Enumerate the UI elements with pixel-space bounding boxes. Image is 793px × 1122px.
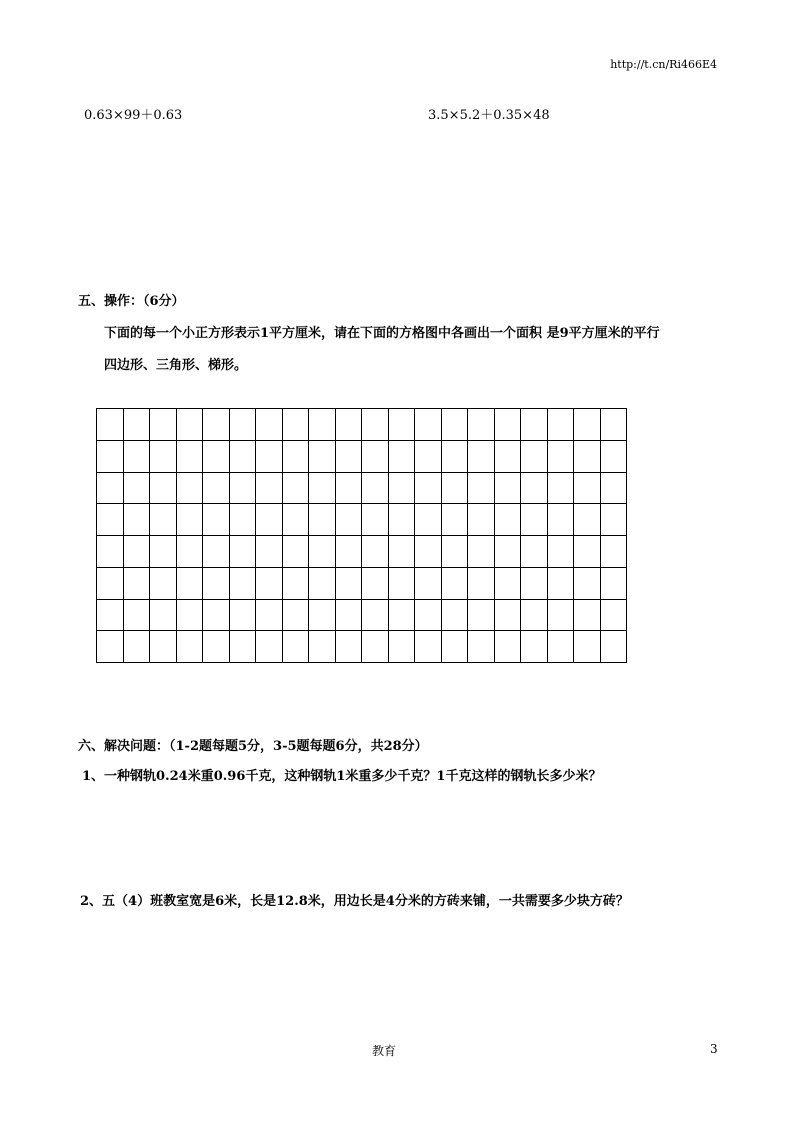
grid-cell (600, 409, 627, 441)
grid-cell (521, 567, 548, 599)
grid-cell (123, 631, 150, 663)
grid-cell (388, 409, 415, 441)
grid-cell (362, 536, 389, 568)
grid-cell (229, 567, 256, 599)
grid-cell (309, 536, 336, 568)
grid-row (97, 599, 627, 631)
grid-cell (282, 409, 309, 441)
grid-cell (468, 536, 495, 568)
grid-row (97, 536, 627, 568)
grid-cell (415, 440, 442, 472)
grid-cell (229, 631, 256, 663)
grid-cell (441, 504, 468, 536)
grid-cell (521, 536, 548, 568)
grid-cell (362, 567, 389, 599)
grid-cell (97, 472, 124, 504)
grid-cell (574, 631, 601, 663)
grid-cell (547, 631, 574, 663)
grid-cell (494, 440, 521, 472)
grid-cell (309, 567, 336, 599)
grid-cell (256, 631, 283, 663)
grid-cell (494, 536, 521, 568)
grid-cell (574, 599, 601, 631)
grid-cell (203, 409, 230, 441)
grid-row (97, 504, 627, 536)
grid-cell (97, 631, 124, 663)
question-1: 1、一种钢轨0.24米重0.96千克，这种钢轨1米重多少千克？1千克这样的钢轨长多少米？ (82, 769, 602, 784)
grid-cell (600, 536, 627, 568)
grid-cell (547, 504, 574, 536)
grid-cell (282, 472, 309, 504)
grid-cell (309, 504, 336, 536)
grid-cell (176, 631, 203, 663)
grid-cell (362, 472, 389, 504)
grid-cell (176, 567, 203, 599)
grid-cell (388, 472, 415, 504)
grid-cell (388, 536, 415, 568)
grid-cell (335, 631, 362, 663)
grid-cell (468, 472, 495, 504)
grid-cell (335, 409, 362, 441)
grid-cell (600, 599, 627, 631)
grid-cell (415, 599, 442, 631)
section-5-title: 五、操作：（6分） (78, 294, 185, 309)
grid-cell (229, 409, 256, 441)
grid-cell (574, 409, 601, 441)
grid-cell (282, 504, 309, 536)
grid-cell (282, 631, 309, 663)
grid-cell (123, 440, 150, 472)
grid-cell (441, 567, 468, 599)
grid-cell (176, 472, 203, 504)
section-5-instruction-line-1: 下面的每一个小正方形表示1平方厘米，请在下面的方格图中各画出一个面积 是9平方厘米的平行 (104, 326, 660, 341)
page-number: 3 (710, 1042, 718, 1056)
grid-cell (256, 599, 283, 631)
grid-cell (521, 472, 548, 504)
grid-cell (335, 599, 362, 631)
grid-cell (123, 409, 150, 441)
grid-cell (600, 472, 627, 504)
grid-cell (256, 567, 283, 599)
grid-cell (335, 567, 362, 599)
grid-cell (388, 599, 415, 631)
grid-row (97, 440, 627, 472)
grid-cell (441, 599, 468, 631)
grid-cell (547, 472, 574, 504)
grid-cell (521, 631, 548, 663)
grid-cell (176, 536, 203, 568)
grid-cell (362, 631, 389, 663)
grid-cell (521, 504, 548, 536)
grid-cell (415, 409, 442, 441)
grid-cell (468, 504, 495, 536)
grid-cell (282, 567, 309, 599)
grid-cell (150, 536, 177, 568)
section-6-title: 六、解决问题：（1-2题每题5分，3-5题每题6分，共28分） (78, 739, 428, 754)
grid-cell (547, 440, 574, 472)
grid-cell (256, 536, 283, 568)
grid-row (97, 631, 627, 663)
grid-cell (282, 536, 309, 568)
grid-cell (441, 409, 468, 441)
grid-cell (256, 472, 283, 504)
grid-cell (574, 536, 601, 568)
grid-cell (388, 440, 415, 472)
grid-cell (176, 504, 203, 536)
grid-cell (309, 599, 336, 631)
grid-cell (362, 599, 389, 631)
grid-cell (97, 536, 124, 568)
grid-cell (574, 504, 601, 536)
grid-cell (441, 472, 468, 504)
grid-cell (494, 599, 521, 631)
grid-cell (256, 440, 283, 472)
grid-row (97, 567, 627, 599)
grid-cell (150, 567, 177, 599)
grid-cell (388, 567, 415, 599)
grid-cell (388, 504, 415, 536)
grid-cell (415, 504, 442, 536)
grid-row (97, 472, 627, 504)
grid-cell (415, 472, 442, 504)
grid-cell (97, 440, 124, 472)
grid-row (97, 409, 627, 441)
grid-cell (150, 631, 177, 663)
grid-cell (362, 440, 389, 472)
grid-cell (521, 440, 548, 472)
grid-cell (203, 536, 230, 568)
grid-cell (335, 536, 362, 568)
grid-cell (468, 409, 495, 441)
grid-cell (229, 504, 256, 536)
section-5-instruction-line-2: 四边形、三角形、梯形。 (104, 358, 248, 373)
grid-cell (468, 440, 495, 472)
grid-cell (335, 504, 362, 536)
grid-cell (176, 440, 203, 472)
grid-cell (494, 472, 521, 504)
grid-cell (123, 536, 150, 568)
grid-cell (521, 409, 548, 441)
grid-cell (256, 409, 283, 441)
header-url: http://t.cn/Ri466E4 (610, 58, 717, 71)
grid-cell (229, 599, 256, 631)
grid-cell (415, 567, 442, 599)
grid-cell (203, 567, 230, 599)
grid-cell (521, 599, 548, 631)
grid-cell (203, 440, 230, 472)
grid-cell (335, 440, 362, 472)
grid-cell (574, 472, 601, 504)
grid-cell (150, 472, 177, 504)
grid-cell (574, 440, 601, 472)
grid-cell (574, 567, 601, 599)
grid-cell (282, 440, 309, 472)
grid-cell (309, 631, 336, 663)
grid-cell (547, 409, 574, 441)
grid-cell (176, 409, 203, 441)
grid-cell (494, 504, 521, 536)
grid-cell (123, 599, 150, 631)
grid-cell (229, 472, 256, 504)
grid-cell (441, 440, 468, 472)
grid-cell (309, 472, 336, 504)
grid-cell (600, 567, 627, 599)
grid-cell (97, 504, 124, 536)
grid-cell (97, 599, 124, 631)
footer-label: 教育 (372, 1044, 397, 1058)
grid-cell (123, 504, 150, 536)
grid-cell (600, 440, 627, 472)
grid-cell (97, 409, 124, 441)
grid-cell (468, 631, 495, 663)
grid-cell (362, 409, 389, 441)
grid-cell (123, 567, 150, 599)
grid-cell (150, 504, 177, 536)
grid-cell (468, 599, 495, 631)
grid-cell (494, 409, 521, 441)
expression-2: 3.5×5.2＋0.35×48 (428, 108, 550, 123)
square-grid (96, 408, 627, 663)
grid-cell (600, 504, 627, 536)
grid-cell (441, 631, 468, 663)
grid-cell (150, 440, 177, 472)
grid-cell (600, 631, 627, 663)
grid-cell (229, 440, 256, 472)
grid-cell (203, 631, 230, 663)
grid-cell (362, 504, 389, 536)
grid-cell (176, 599, 203, 631)
grid-cell (415, 631, 442, 663)
grid-cell (415, 536, 442, 568)
grid-cell (203, 599, 230, 631)
expression-1: 0.63×99＋0.63 (84, 108, 183, 123)
grid-cell (547, 599, 574, 631)
grid-cell (441, 536, 468, 568)
grid-cell (494, 567, 521, 599)
grid-cell (203, 504, 230, 536)
grid-cell (229, 536, 256, 568)
grid-cell (282, 599, 309, 631)
grid-cell (309, 409, 336, 441)
grid-cell (97, 567, 124, 599)
grid-cell (150, 599, 177, 631)
grid-cell (123, 472, 150, 504)
grid-cell (203, 472, 230, 504)
grid-cell (335, 472, 362, 504)
grid-cell (494, 631, 521, 663)
grid-cell (547, 567, 574, 599)
grid-cell (150, 409, 177, 441)
grid-cell (547, 536, 574, 568)
grid-cell (309, 440, 336, 472)
grid-cell (388, 631, 415, 663)
grid-cell (256, 504, 283, 536)
grid-cell (468, 567, 495, 599)
question-2: 2、五（4）班教室宽是6米，长是12.8米，用边长是4分米的方砖来铺，一共需要多少块方砖？ (80, 894, 629, 909)
